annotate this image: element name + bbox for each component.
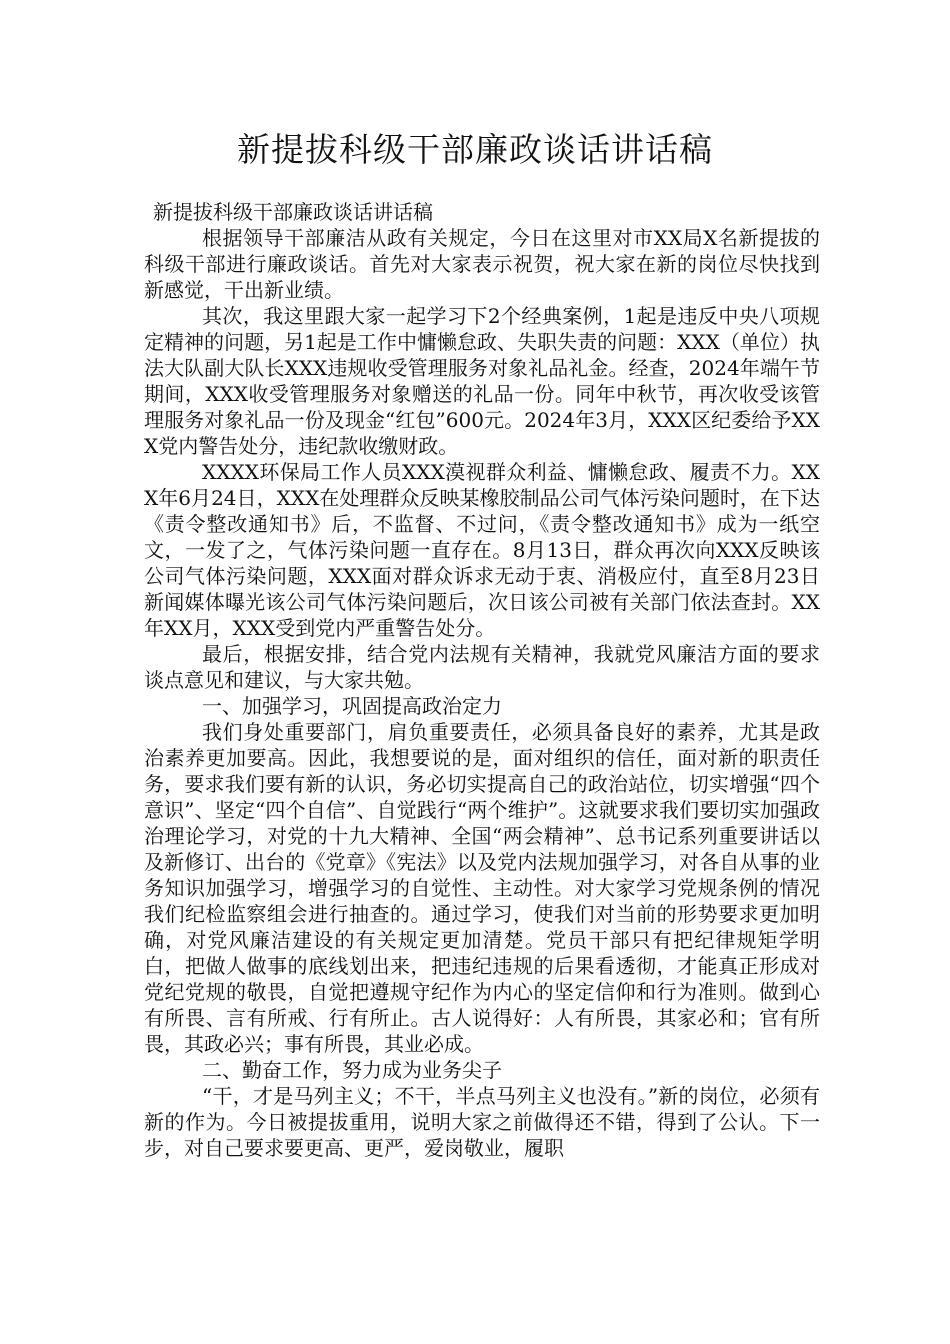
paragraph-section-two: “干，才是马列主义；不干，半点马列主义也没有。”新的岗位，必须有新的作为。今日被提拔重用，说明大家之前做得还不错，得到了公认。下一步，对自己要求要更高、更严，爱岗敬业，履职 (144, 1084, 820, 1160)
document-body (144, 199, 820, 1161)
paragraph-intro: 根据领导干部廉洁从政有关规定，今日在这里对市XX局X名新提拔的科级干部进行廉政谈话。首先对大家表示祝贺，祝大家在新的岗位尽快找到新感觉，干出新业绩。 (144, 226, 820, 302)
section-heading-two: 二、勤奋工作，努力成为业务尖子 (202, 1058, 502, 1082)
document-subtitle: 新提拔科级干部廉政谈话讲话稿 (153, 200, 433, 224)
paragraph-case-one: 其次，我这里跟大家一起学习下2个经典案例，1起是违反中央八项规定精神的问题，另1起是工作中慵懒怠政、失职失责的问题：XXX（单位）执法大队副大队长XXX违规收受管理服务对象礼品礼金。经查，2024年端午节期间，XXX收受管理服务对象赠送的礼品一份。同年中秋节，再次收受该管理服务对象礼品一份及现金“红包”600元。2024年3月，XXX区纪委给予XXX党内警告处分，违纪款收缴财政。 (144, 304, 820, 458)
document-title: 新提拔科级干部廉政谈话讲话稿 (237, 130, 713, 169)
paragraph-section-one: 我们身处重要部门，肩负重要责任，必须具备良好的素养，尤其是政治素养更加要高。因此，我想要说的是，面对组织的信任，面对新的职责任务，要求我们要有新的认识，务必切实提高自己的政治站位，切实增强“四个意识”、坚定“四个自信”、自觉践行“两个维护”。这就要求我们要切实加强政治理论学习，对党的十九大精神、全国“两会精神”、总书记系列重要讲话以及新修订、出台的《党章》《宪法》以及党内法规加强学习，对各自从事的业务知识加强学习，增强学习的自觉性、主动性。对大家学习党规条例的情况我们纪检监察组会进行抽查的。通过学习，使我们对当前的形势要求更加明确，对党风廉洁建设的有关规定更加清楚。党员干部只有把纪律规矩学明白，把做人做事的底线划出来，把违纪违规的后果看透彻，才能真正形成对党纪党规的敬畏，自觉把遵规守纪作为内心的坚定信仰和行为准则。做到心有所畏、言有所戒、行有所止。古人说得好：人有所畏，其家必和；官有所畏，其政必兴；事有所畏，其业必成。 (144, 720, 820, 1056)
paragraph-transition: 最后，根据安排，结合党内法规有关精神，我就党风廉洁方面的要求谈点意见和建议，与大家共勉。 (144, 642, 820, 692)
paragraph-case-two: XXXX环保局工作人员XXX漠视群众利益、慵懒怠政、履责不力。XXX年6月24日，XXX在处理群众反映某橡胶制品公司气体污染问题时，在下达《责令整改通知书》后，不监督、不过问，《责令整改通知书》成为一纸空文，一发了之，气体污染问题一直存在。8月13日，群众再次向XXX反映该公司气体污染问题，XXX面对群众诉求无动于衷、消极应付，直至8月23日新闻媒体曝光该公司气体污染问题后，次日该公司被有关部门依法查封。XX年XX月，XXX受到党内严重警告处分。 (144, 460, 820, 640)
section-heading-one: 一、加强学习，巩固提高政治定力 (202, 694, 502, 718)
